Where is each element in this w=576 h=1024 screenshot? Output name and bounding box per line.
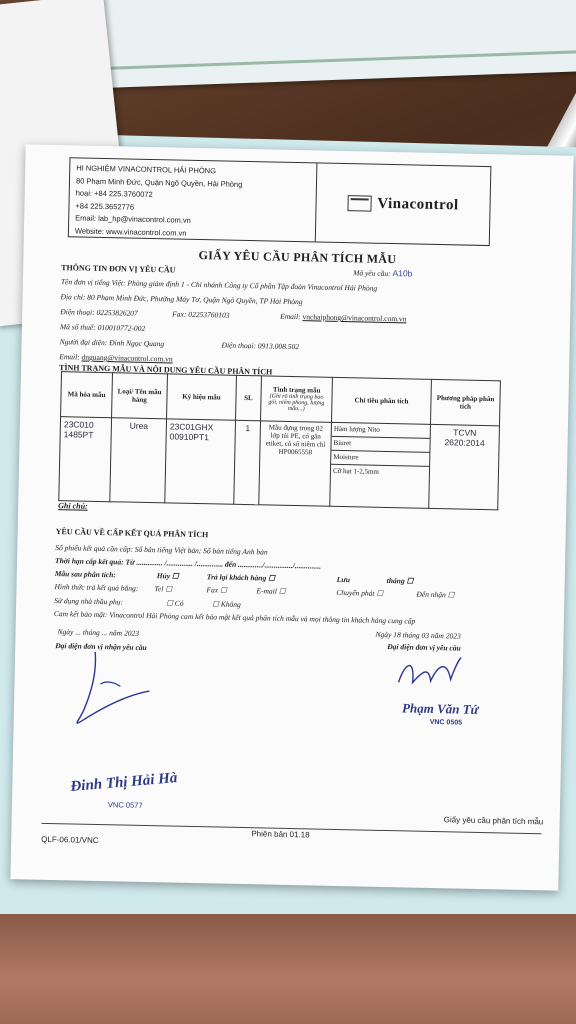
requester-vnc: VNC 0505 — [429, 718, 463, 727]
right-signature-scribble — [394, 652, 465, 693]
delivery-courier — [336, 588, 383, 598]
delivery-fax — [206, 585, 226, 594]
col-quantity: SL — [236, 375, 262, 421]
receiver-label-text: Đại diện đơn vị nhận yêu cầu — [55, 641, 147, 652]
lab-fax: +84 225.3652776 — [75, 200, 135, 212]
date-left-text: Ngày ... tháng ... năm 2023 — [57, 627, 140, 638]
criteria-item: Hàm lượng Nito — [332, 423, 430, 439]
lab-email: Email: lab_hp@vinacontrol.com.vn — [75, 213, 191, 225]
cell-quantity: 1 — [234, 420, 261, 505]
option-return — [207, 572, 275, 582]
lab-website: Website: www.vinacontrol.com.vn — [74, 225, 187, 238]
result-deadline-text: Thời hạn cấp kết quả: Từ .............. /.............. /.............. đến ............./.............../.............. — [54, 556, 322, 571]
request-number-value: A10b — [392, 268, 413, 279]
form-title: GIẤY YÊU CẦU PHÂN TÍCH MẪU — [198, 247, 397, 267]
criteria-item: Moisture — [331, 451, 429, 467]
date-right — [375, 630, 460, 641]
unit-address-text: Địa chỉ: 80 Phạm Minh Đức, Phường Máy Tơ, Quận Ngô Quyền, TP Hải Phòng — [60, 292, 303, 307]
col-sample-symbol: Ký hiệu mẫu — [167, 374, 237, 420]
representative-phone — [222, 340, 300, 351]
lab-address: 80 Phạm Minh Đức, Quận Ngô Quyền, Hải Phòng — [75, 175, 243, 189]
unit-email-label: Email: — [280, 311, 301, 322]
option-store — [337, 575, 350, 584]
logo-area — [316, 163, 491, 245]
cell-sample-status: Mẫu đựng trong 02 lớp túi PE, có gắn etiket, có số niêm chì HP0065558 — [259, 421, 332, 506]
results-heading: YÊU CẦU VỀ CẤP KẾT QUẢ PHÂN TÍCH — [55, 527, 209, 540]
table-row — [59, 417, 500, 510]
unit-fax-text: Fax: 02253760103 — [172, 309, 230, 320]
requester-label — [387, 642, 461, 653]
cell-sample-code: 23C010 1485PT — [59, 417, 112, 502]
delivery-courier-text: Chuyển phát ☐ — [336, 587, 384, 598]
lab-phone: hoại: +84 225.3760072 — [75, 188, 153, 200]
result-copies-text: Số phiếu kết quả cần cấp: Số bản tiếng Việt bản; Số bản tiếng Anh bản — [55, 543, 268, 557]
subcontractor-no — [212, 599, 241, 609]
sample-after-analysis — [55, 569, 116, 579]
delivery-fax-text: Fax ☐ — [206, 585, 227, 595]
unit-email — [280, 312, 406, 324]
date-left — [57, 627, 139, 638]
delivery-method-label: Hình thức trả kết quả bằng: — [54, 582, 139, 593]
option-destroy — [157, 571, 179, 580]
cell-sample-symbol: 23C01GHX 00910PT1 — [165, 419, 236, 504]
receiver-signature-name: Đinh Thị Hải Hà — [69, 770, 178, 795]
col-sample-status-label: Tình trạng mẫu — [272, 385, 321, 395]
unit-name-text: Tên đơn vị tiếng Việt: Phòng giám định 1 - Chi nhánh Công ty Cổ phần Tập đoàn Vinacontrol Hải Phòng — [60, 277, 378, 293]
letterhead — [68, 157, 492, 246]
note-label: Ghi chú: — [58, 501, 88, 511]
unit-email-value: vnchaiphong@vinacontrol.com.vn — [302, 312, 407, 324]
option-destroy-text: Hủy ☐ — [156, 571, 179, 581]
requester-signature-name: Phạm Văn Tứ — [401, 700, 479, 717]
subcontractor-yes-text: ☐ Có — [166, 598, 184, 608]
col-sample-type: Loại/ Tên mẫu hàng — [112, 373, 168, 419]
tax-code-text: Mã số thuế: 010010772-002 — [59, 322, 146, 333]
unit-fax — [172, 309, 229, 319]
criteria-item: Cỡ hạt 1-2,5mm — [332, 466, 379, 476]
unit-phone-text: Điện thoại: 02253826207 — [60, 307, 138, 318]
cell-criteria — [330, 422, 431, 508]
representative-text: Người đại diện: Đinh Ngọc Quang — [59, 337, 165, 349]
unit-info-heading: THÔNG TIN ĐƠN VỊ YÊU CẦU — [61, 263, 176, 275]
representative-phone-text: Điện thoại: 0913.008.502 — [221, 340, 300, 352]
representative-email-label: Email: — [59, 352, 80, 362]
letterhead-contact — [69, 158, 317, 241]
tax-code — [60, 322, 145, 333]
col-sample-status — [261, 376, 333, 422]
subcontractor-yes — [166, 598, 184, 607]
delivery-pickup — [416, 590, 454, 600]
option-month — [387, 576, 414, 586]
option-month-text: tháng ☐ — [386, 575, 414, 586]
subcontractor-no-text: ☐ Không — [212, 599, 241, 609]
delivery-tel-text: Tel ☐ — [154, 584, 173, 594]
delivery-email-text: E-mail ☐ — [256, 586, 286, 596]
unit-name — [61, 277, 377, 293]
request-number — [353, 267, 412, 278]
lap-foreground — [0, 914, 576, 1024]
confidentiality-text: Cam kết bảo mật: Vinacontrol Hải Phòng cam kết bảo mật kết quả phân tích mẫu và mọi thông tin khách hàng cung cấp — [53, 609, 416, 626]
samples-table — [58, 371, 501, 510]
option-store-text: Lưu — [336, 574, 351, 585]
col-sample-status-hint: (Ghi rõ tình trạng bao gói, niêm phong, lượng mẫu...) — [268, 393, 325, 413]
unit-phone — [60, 307, 138, 318]
confidentiality — [54, 609, 416, 626]
footer-doc-name: Giấy yêu cầu phân tích mẫu — [443, 815, 544, 827]
vinacontrol-logo-icon — [347, 195, 371, 211]
result-deadline — [55, 556, 321, 571]
footer-version: Phiên bản 01.18 — [251, 829, 310, 840]
option-return-text: Trả lại khách hàng ☐ — [206, 572, 275, 583]
subcontractor — [54, 596, 123, 606]
sample-after-label: Mẫu sau phân tích: — [54, 569, 116, 580]
col-method: Phương pháp phân tích — [430, 379, 500, 425]
representative-email — [59, 352, 173, 363]
representative — [60, 337, 165, 348]
requester-label-text: Đại diện đơn vị yêu cầu — [387, 642, 461, 653]
footer-code: QLF-06.01/VNC — [41, 834, 99, 846]
unit-address — [60, 292, 302, 306]
delivery-tel — [154, 584, 172, 593]
logo-text: Vinacontrol — [377, 195, 459, 213]
cell-method: TCVN 2620:2014 — [429, 424, 500, 509]
lab-name: HI NGHIỆM VINACONTROL HẢI PHÒNG — [76, 163, 217, 176]
subcontractor-label: Sử dụng nhà thầu phụ: — [54, 596, 123, 607]
criteria-item: Biuret — [331, 437, 429, 453]
col-sample-code: Mã hóa mẫu — [61, 372, 113, 418]
representative-email-value: dnguang@vinacontrol.com.vn — [81, 352, 173, 364]
request-form-page — [10, 144, 573, 890]
cell-sample-type: Urea — [110, 418, 167, 503]
samples-heading: TÌNH TRẠNG MẪU VÀ NỘI DUNG YÊU CẦU PHÂN TÍCH — [58, 363, 273, 377]
delivery-pickup-text: Đến nhận ☐ — [416, 589, 455, 600]
result-copies — [55, 543, 268, 556]
col-criteria: Chỉ tiêu phân tích — [332, 377, 432, 424]
request-number-label: Mã yêu cầu: — [353, 268, 391, 279]
left-signature-scribble — [64, 649, 156, 731]
delivery-method — [54, 582, 138, 593]
receiver-vnc: VNC 0577 — [107, 800, 143, 810]
delivery-email — [256, 586, 285, 596]
date-right-text: Ngày 18 tháng 03 năm 2023 — [375, 629, 461, 641]
